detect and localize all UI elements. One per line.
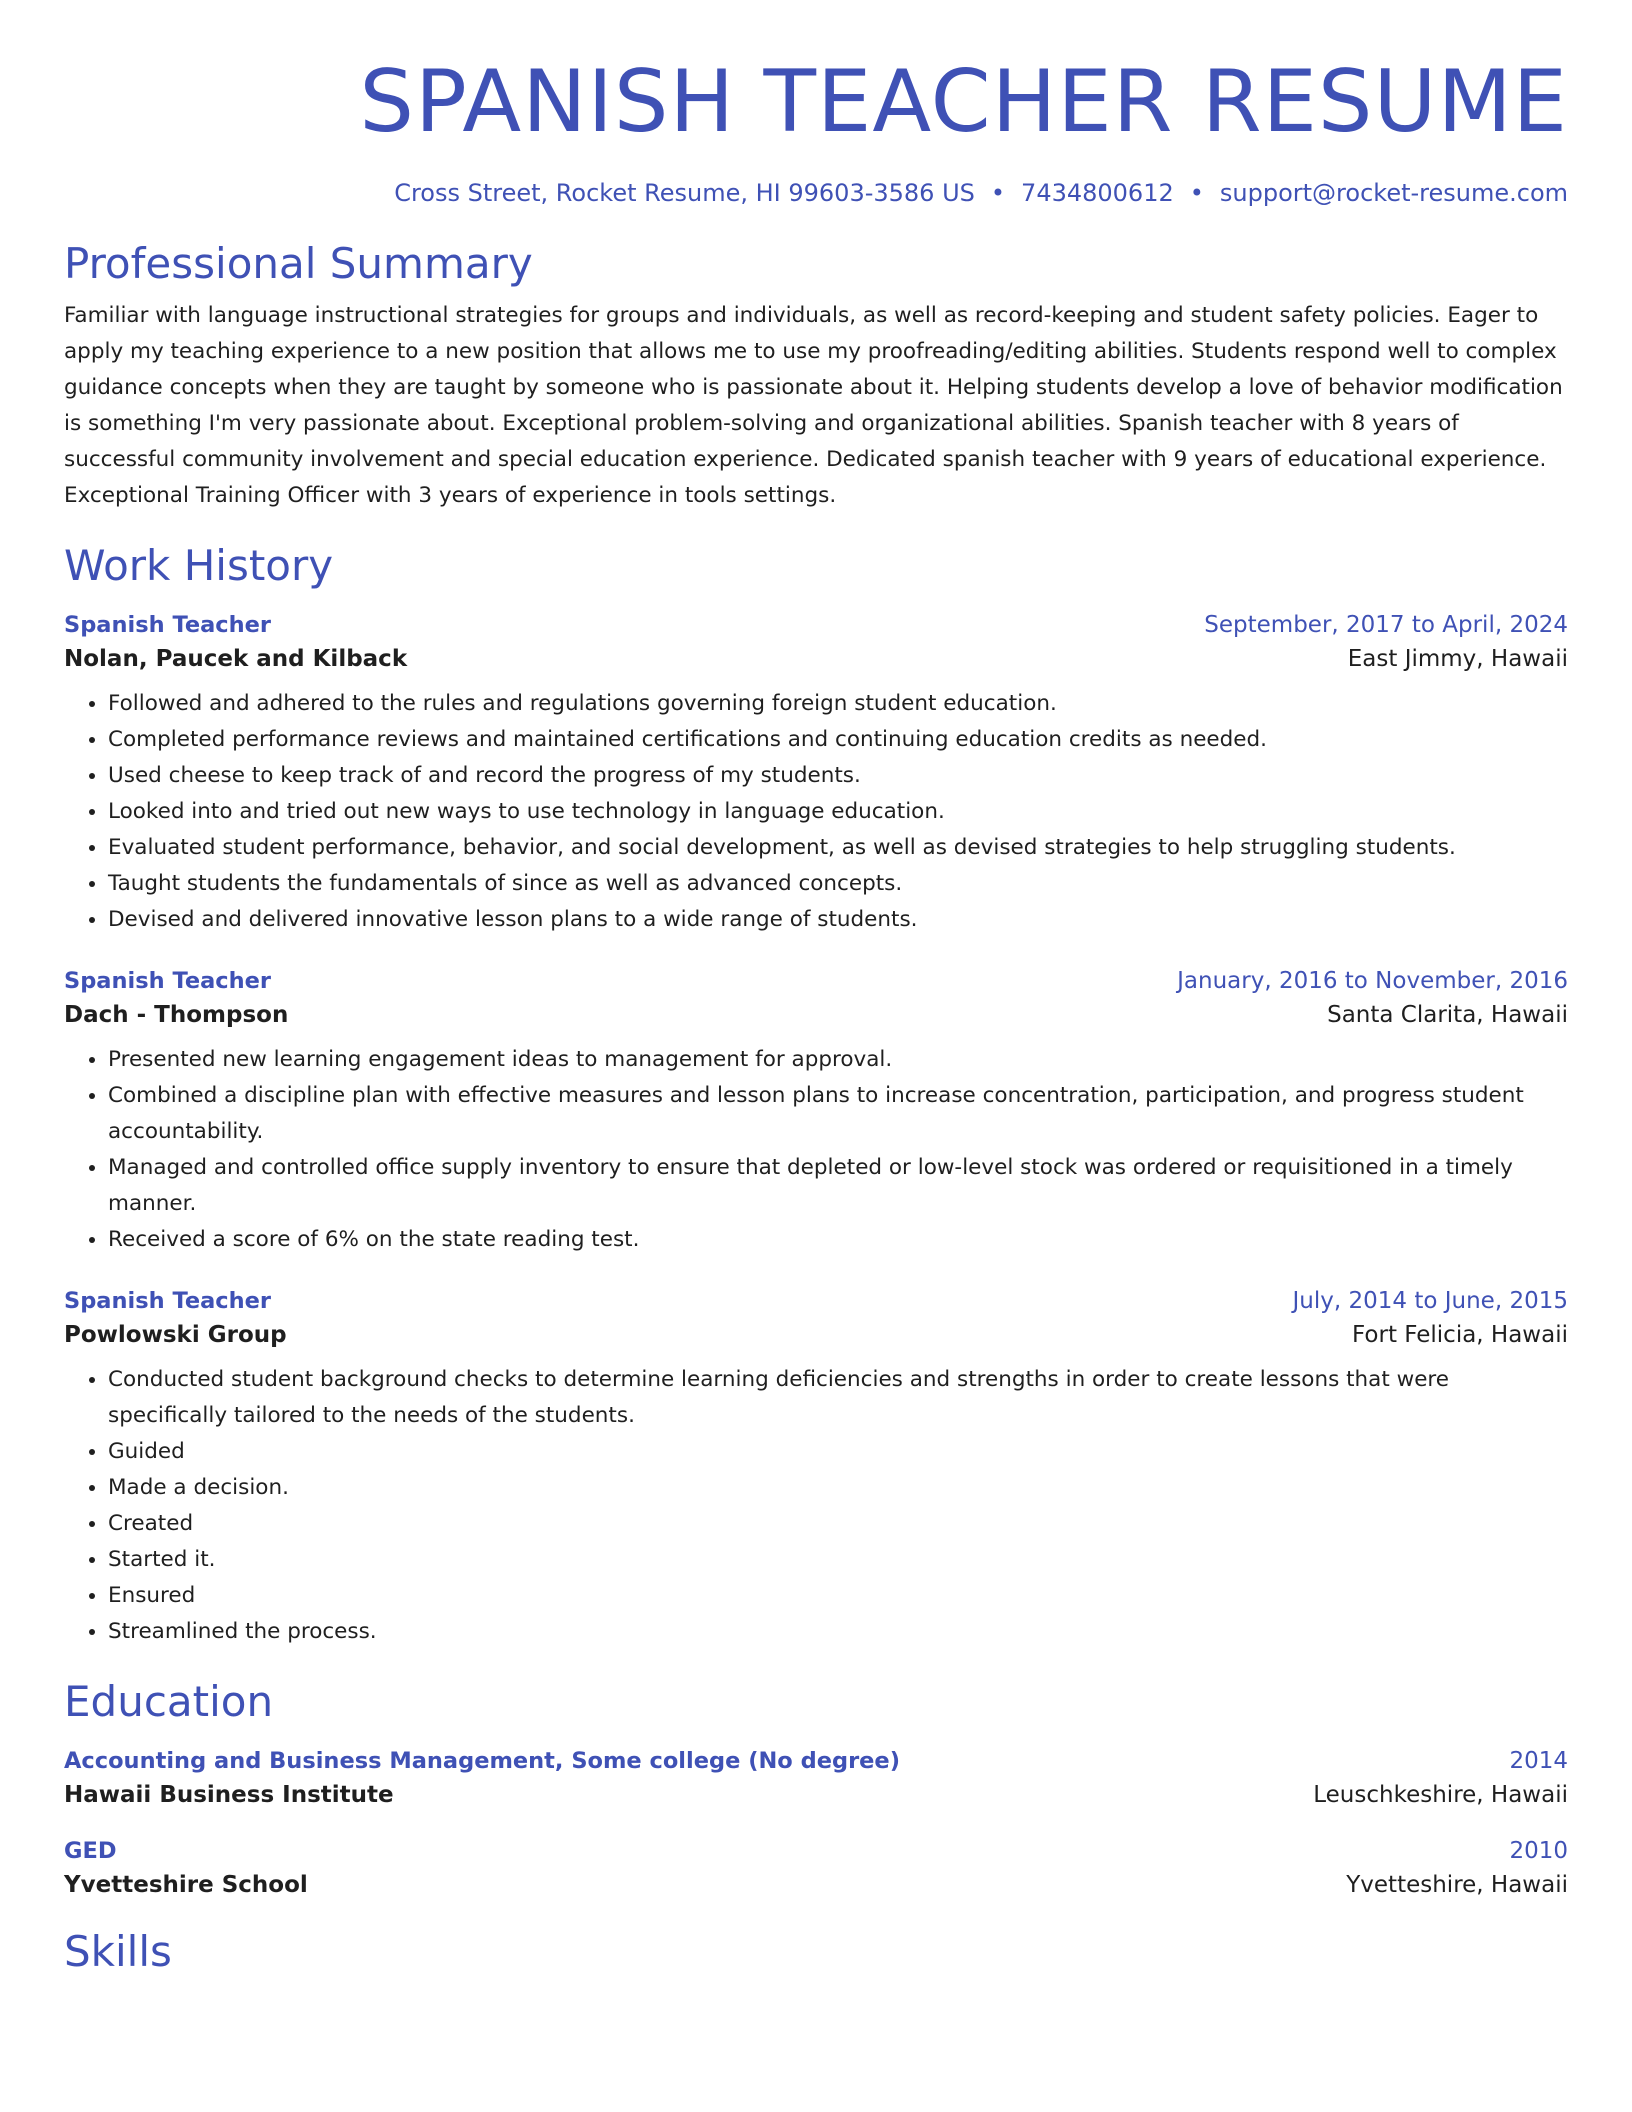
education-entry bbox=[64, 1838, 1568, 1898]
job-bullet: • Received a score of 6% on the state reading test. bbox=[108, 1222, 1568, 1258]
job-bullet: • Ensured bbox=[108, 1578, 1568, 1614]
job-bullet: • Taught students the fundamentals of since as well as advanced concepts. bbox=[108, 866, 1568, 902]
job-bullet-list bbox=[64, 686, 1568, 938]
job-bullet: • Completed performance reviews and maintained certifications and continuing education credits as needed. bbox=[108, 722, 1568, 758]
education-school-row bbox=[64, 1782, 1568, 1808]
skills-heading: Skills bbox=[64, 1927, 172, 1976]
skills-section bbox=[64, 1926, 1568, 1978]
summary-text: Familiar with language instructional strategies for groups and individuals, as well as record-keeping and student safety policies. Eager to apply my teaching experience to a new position that allows me to use my proofreading/editing abilities. Students respond well to complex guidance concepts when they are taught by someone who is passionate about it. Helping students develop a love of behavior modification is something I'm very passionate about. Exceptional problem-solving and organizational abilities. Spanish teacher with 8 years of successful community involvement and special education experience. Dedicated spanish teacher with 9 years of educational experience. Exceptional Training Officer with 3 years of experience in tools settings. bbox=[64, 303, 1563, 508]
job-company: Dach - Thompson bbox=[64, 1002, 289, 1028]
job-bullet-list bbox=[64, 1042, 1568, 1258]
education-location: Yvetteshire, Hawaii bbox=[1346, 1872, 1568, 1898]
job-company-row bbox=[64, 646, 1568, 672]
education-header-row bbox=[64, 1748, 1568, 1774]
education-location: Leuschkeshire, Hawaii bbox=[1313, 1782, 1568, 1808]
education-school-row bbox=[64, 1872, 1568, 1898]
education-list bbox=[64, 1748, 1568, 1898]
job-location: Santa Clarita, Hawaii bbox=[1327, 1002, 1568, 1028]
education-header-row bbox=[64, 1838, 1568, 1864]
summary-section bbox=[64, 238, 1568, 514]
job-header-row bbox=[64, 1288, 1568, 1314]
contact-email[interactable]: support@rocket-resume.com bbox=[1219, 179, 1568, 207]
job-company-row bbox=[64, 1322, 1568, 1348]
summary-heading: Professional Summary bbox=[64, 239, 533, 288]
education-school: Yvetteshire School bbox=[64, 1872, 308, 1898]
education-degree: GED bbox=[64, 1838, 117, 1864]
job-bullet-list bbox=[64, 1362, 1568, 1650]
education-year: 2014 bbox=[1509, 1748, 1568, 1774]
job-bullet: • Used cheese to keep track of and record the progress of my students. bbox=[108, 758, 1568, 794]
job-bullet: • Guided bbox=[108, 1434, 1568, 1470]
job-bullet: • Made a decision. bbox=[108, 1470, 1568, 1506]
job-entry bbox=[64, 1288, 1568, 1650]
job-bullet: • Looked into and tried out new ways to use technology in language education. bbox=[108, 794, 1568, 830]
resume-title: SPANISH TEACHER RESUME bbox=[359, 52, 1568, 152]
job-header-row bbox=[64, 968, 1568, 994]
education-heading: Education bbox=[64, 1677, 274, 1726]
job-bullet: • Combined a discipline plan with effective measures and lesson plans to increase concentration, participation, and progress student accountability. bbox=[108, 1078, 1568, 1150]
job-company: Nolan, Paucek and Kilback bbox=[64, 646, 408, 672]
education-year: 2010 bbox=[1509, 1838, 1568, 1864]
job-bullet: • Created bbox=[108, 1506, 1568, 1542]
job-bullet: • Devised and delivered innovative lesson plans to a wide range of students. bbox=[108, 902, 1568, 938]
job-entry bbox=[64, 968, 1568, 1258]
job-location: Fort Felicia, Hawaii bbox=[1352, 1322, 1568, 1348]
job-dates: July, 2014 to June, 2015 bbox=[1292, 1288, 1568, 1314]
job-list bbox=[64, 612, 1568, 1650]
job-title: Spanish Teacher bbox=[64, 1288, 271, 1314]
job-entry bbox=[64, 612, 1568, 938]
job-location: East Jimmy, Hawaii bbox=[1347, 646, 1568, 672]
job-bullet: • Conducted student background checks to determine learning deficiencies and strengths in order to create lessons that were specifically tailored to the needs of the students. bbox=[108, 1362, 1568, 1434]
job-bullet: • Started it. bbox=[108, 1542, 1568, 1578]
job-bullet: • Evaluated student performance, behavior, and social development, as well as devised strategies to help struggling students. bbox=[108, 830, 1568, 866]
contact-phone: 7434800612 bbox=[1021, 179, 1174, 207]
job-bullet: • Managed and controlled office supply inventory to ensure that depleted or low-level stock was ordered or requisitioned in a timely manner. bbox=[108, 1150, 1568, 1222]
job-company: Powlowski Group bbox=[64, 1322, 287, 1348]
education-school: Hawaii Business Institute bbox=[64, 1782, 394, 1808]
job-dates: September, 2017 to April, 2024 bbox=[1204, 612, 1568, 638]
job-bullet: • Streamlined the process. bbox=[108, 1614, 1568, 1650]
contact-separator: • bbox=[990, 179, 1006, 207]
job-bullet: • Presented new learning engagement ideas to management for approval. bbox=[108, 1042, 1568, 1078]
work-history-section bbox=[64, 540, 1568, 1650]
education-section bbox=[64, 1676, 1568, 1898]
job-company-row bbox=[64, 1002, 1568, 1028]
job-bullet: • Followed and adhered to the rules and regulations governing foreign student education. bbox=[108, 686, 1568, 722]
contact-line bbox=[64, 178, 1568, 208]
contact-separator: • bbox=[1189, 179, 1204, 207]
education-entry bbox=[64, 1748, 1568, 1808]
job-dates: January, 2016 to November, 2016 bbox=[1177, 968, 1568, 994]
work-history-heading: Work History bbox=[64, 541, 334, 590]
job-header-row bbox=[64, 612, 1568, 638]
education-degree: Accounting and Business Management, Some college (No degree) bbox=[64, 1748, 900, 1774]
job-title: Spanish Teacher bbox=[64, 612, 271, 638]
job-title: Spanish Teacher bbox=[64, 968, 271, 994]
contact-address: Cross Street, Rocket Resume, HI 99603-3586 US bbox=[394, 179, 975, 207]
